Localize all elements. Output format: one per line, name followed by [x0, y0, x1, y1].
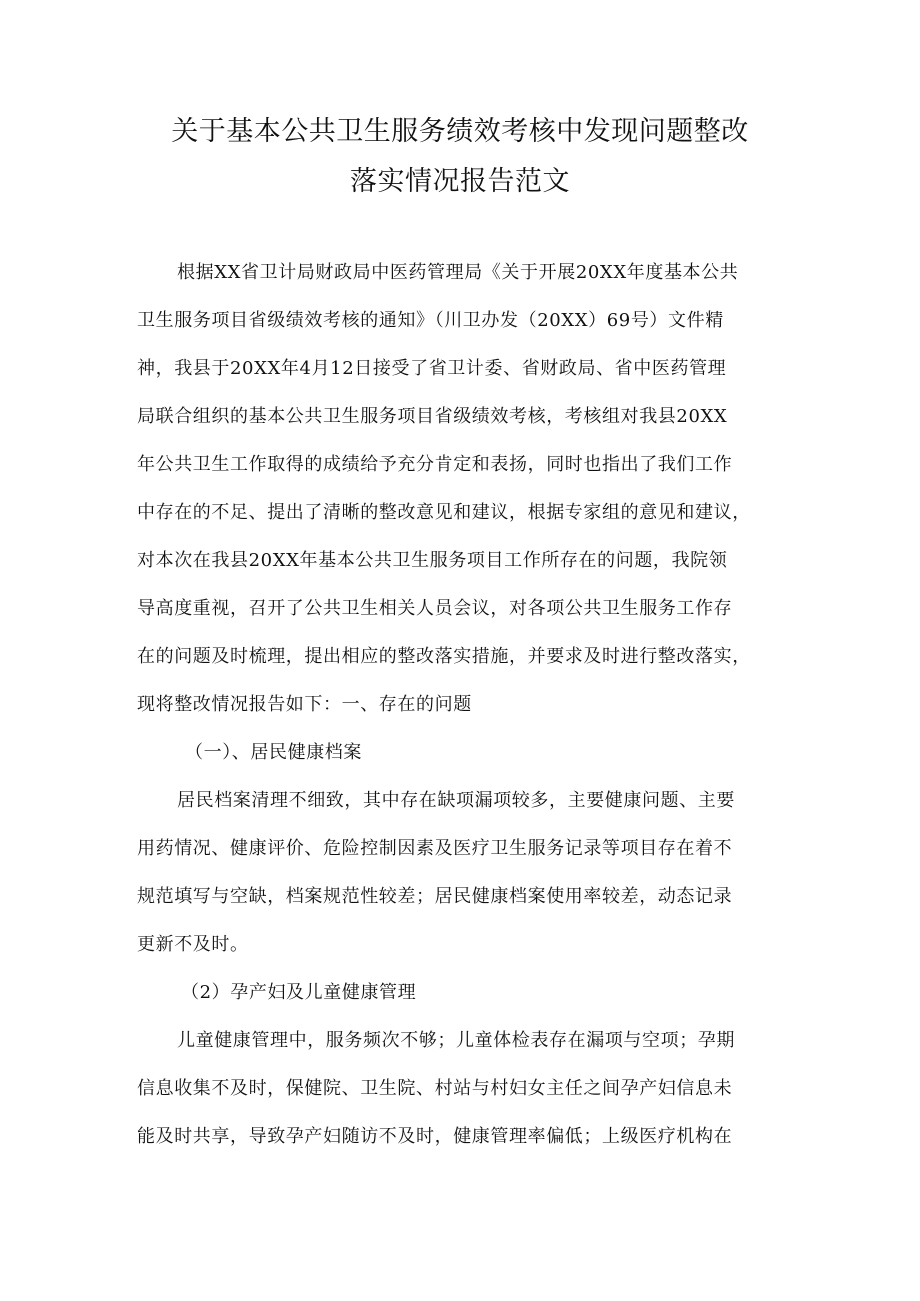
paragraph-line: 现将整改情况报告如下：一、存在的问题 — [137, 694, 472, 715]
paragraph-health-records — [137, 777, 797, 969]
paragraph-line: 信息收集不及时，保健院、卫生院、村站与村妇女主任之间孕产妇信息未 — [137, 1078, 733, 1099]
paragraph-line: 年公共卫生工作取得的成绩给予充分肯定和表扬，同时也指出了我们工作 — [137, 454, 733, 475]
paragraph-intro — [137, 249, 797, 729]
paragraph-line: 更新不及时。 — [137, 934, 249, 955]
paragraph-line: 局联合组织的基本公共卫生服务项目省级绩效考核，考核组对我县20XX — [137, 406, 728, 427]
document-title-line-1: 关于基本公共卫生服务绩效考核中发现问题整改 — [171, 116, 749, 147]
paragraph-line: 导高度重视，召开了公共卫生相关人员会议，对各项公共卫生服务工作存 — [137, 598, 733, 619]
paragraph-line: 神，我县于20XX年4月12日接受了省卫计委、省财政局、省中医药管理 — [137, 358, 727, 379]
section-heading-text: （一）、居民健康档案 — [185, 742, 362, 763]
paragraph-line: 规范填写与空缺，档案规范性较差；居民健康档案使用率较差，动态记录 — [137, 886, 733, 907]
paragraph-line: 在的问题及时梳理，提出相应的整改落实措施，并要求及时进行整改落实， — [137, 646, 751, 667]
paragraph-line: 能及时共享，导致孕产妇随访不及时，健康管理率偏低；上级医疗机构在 — [137, 1126, 733, 1147]
paragraph-maternal-child — [137, 1017, 797, 1161]
section-heading-text: （2）孕产妇及儿童健康管理 — [181, 982, 417, 1003]
paragraph-line: 儿童健康管理中，服务频次不够；儿童体检表存在漏项与空项；孕期 — [177, 1030, 735, 1051]
paragraph-line: 卫生服务项目省级绩效考核的通知》（川卫办发（20XX）69号）文件精 — [137, 310, 724, 331]
paragraph-line: 对本次在我县20XX年基本公共卫生服务项目工作所存在的问题，我院领 — [137, 550, 728, 571]
section-heading-health-records — [185, 729, 845, 777]
paragraph-line: 用药情况、健康评价、危险控制因素及医疗卫生服务记录等项目存在着不 — [137, 838, 733, 859]
document-title-line-2: 落实情况报告范文 — [350, 166, 570, 197]
paragraph-line: 中存在的不足、提出了清晰的整改意见和建议，根据专家组的意见和建议， — [137, 502, 751, 523]
section-heading-maternal-child — [181, 969, 841, 1017]
paragraph-line: 根据XX省卫计局财政局中医药管理局《关于开展20XX年度基本公共 — [177, 262, 739, 283]
paragraph-line: 居民档案清理不细致，其中存在缺项漏项较多，主要健康问题、主要 — [177, 790, 735, 811]
